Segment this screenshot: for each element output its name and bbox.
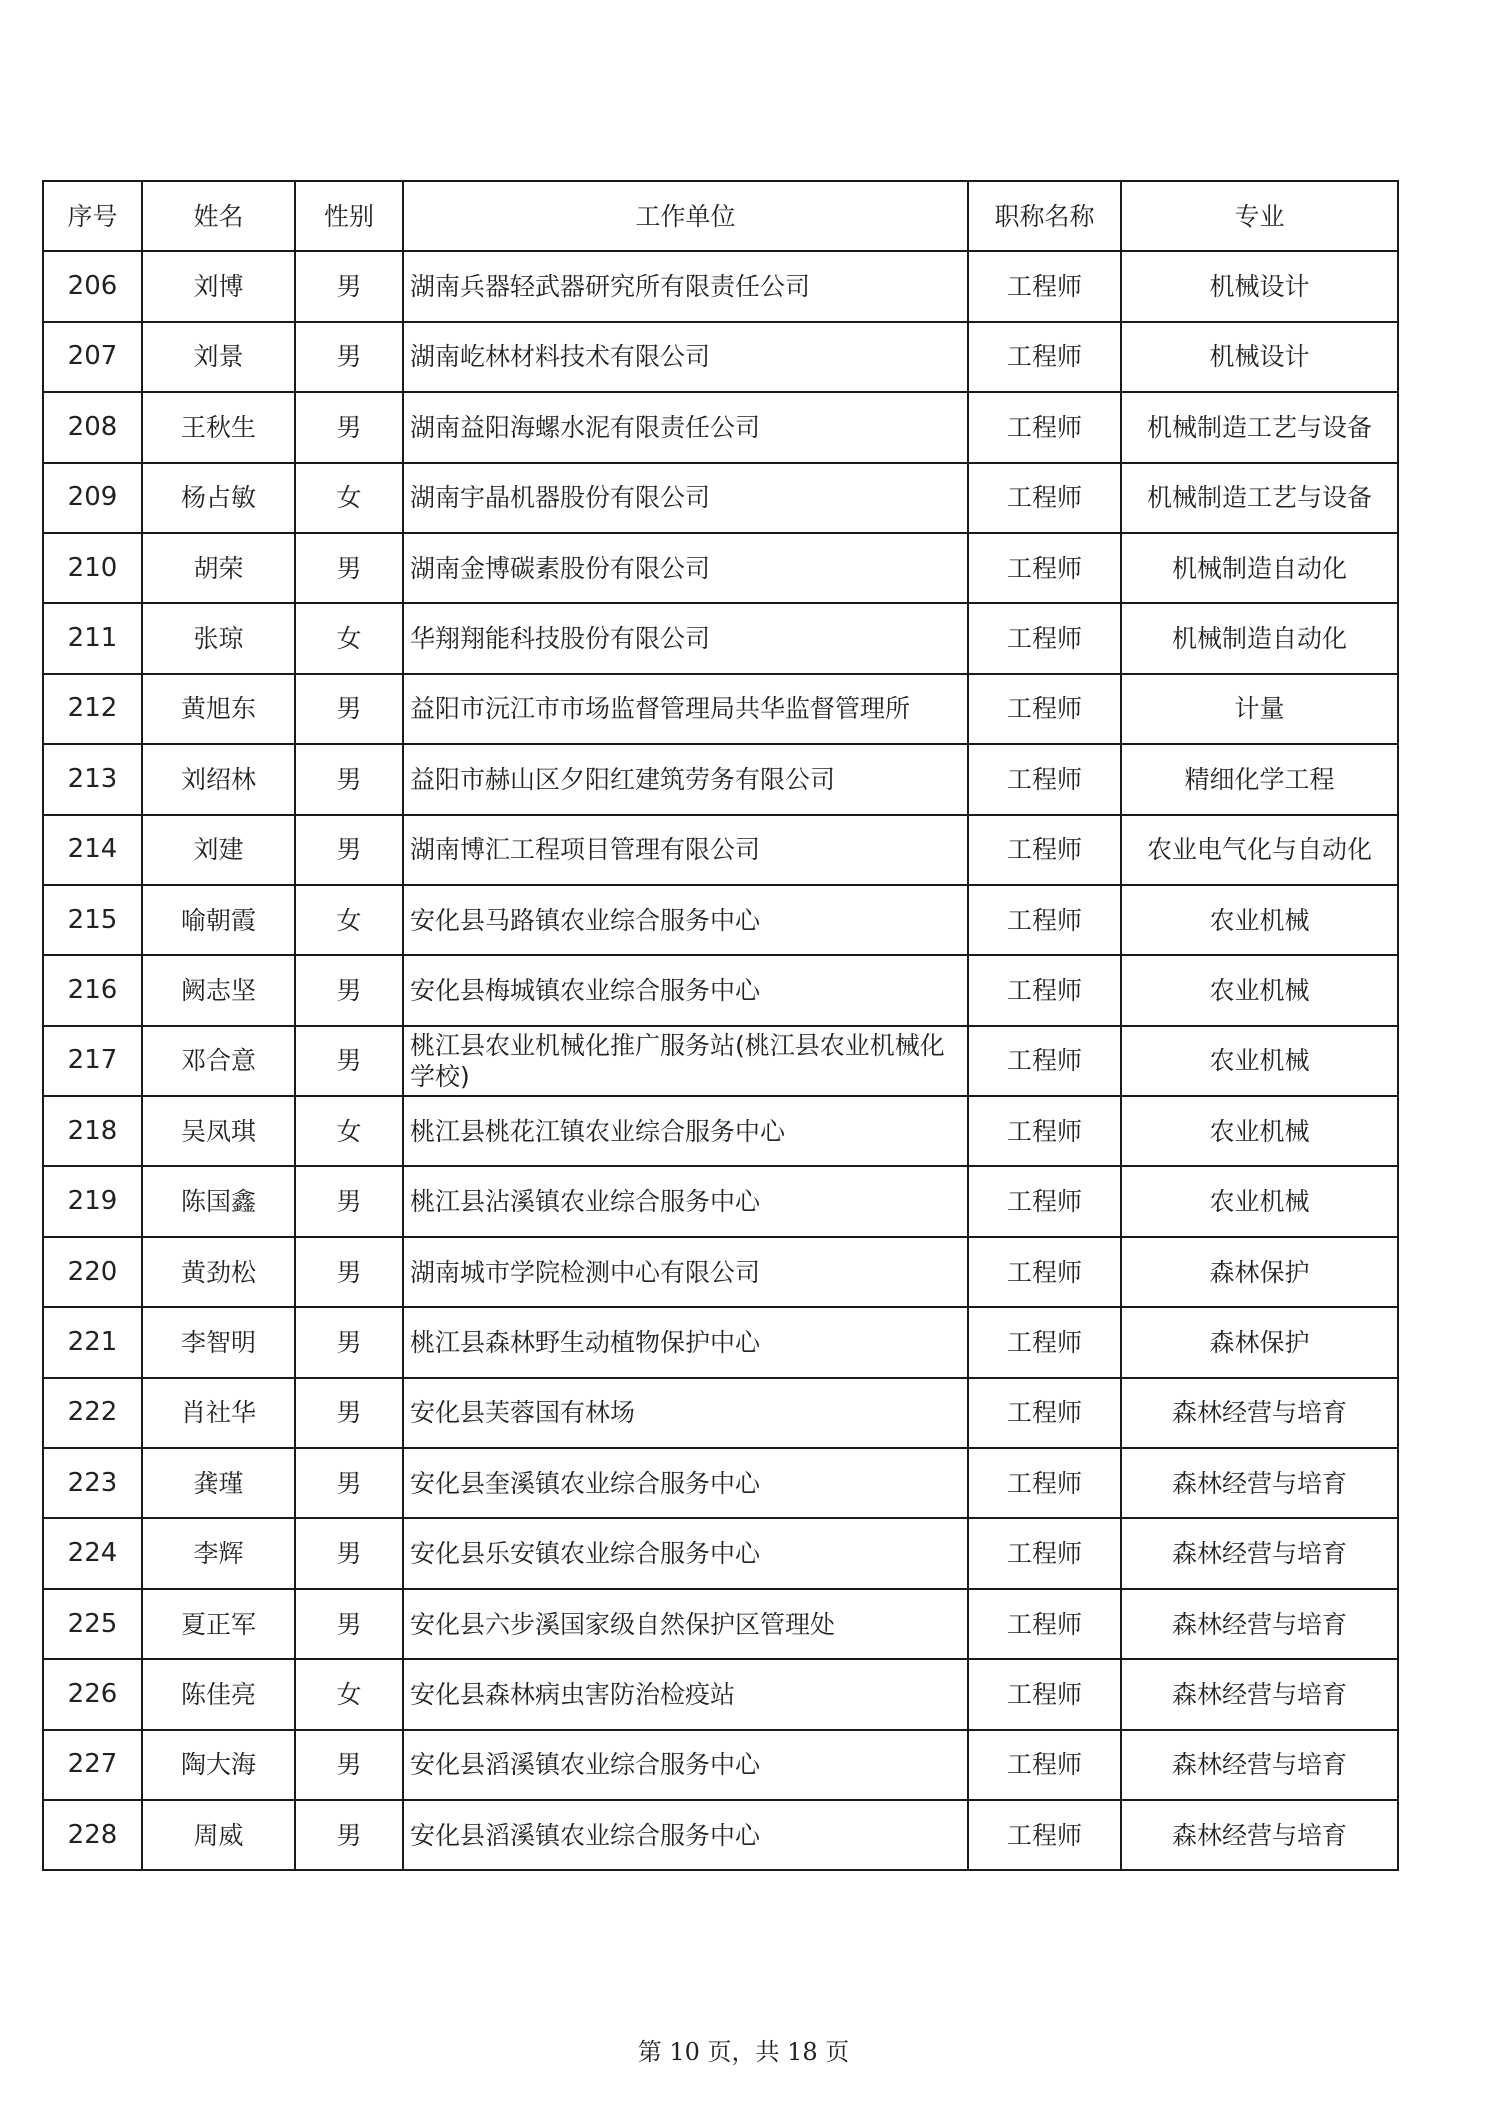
cell-work-unit: 桃江县森林野生动植物保护中心 (403, 1307, 968, 1377)
cell-work-unit: 桃江县桃花江镇农业综合服务中心 (403, 1096, 968, 1166)
table-row (43, 1237, 1398, 1307)
cell-title: 工程师 (968, 1730, 1121, 1800)
table-row (43, 1307, 1398, 1377)
table-row (43, 463, 1398, 533)
header-name: 姓名 (142, 181, 295, 251)
cell-specialty: 农业电气化与自动化 (1121, 815, 1398, 885)
cell-title: 工程师 (968, 1518, 1121, 1588)
cell-work-unit: 湖南宇晶机器股份有限公司 (403, 463, 968, 533)
cell-name: 刘博 (142, 251, 295, 321)
cell-index: 214 (43, 815, 142, 885)
cell-gender: 男 (295, 1800, 403, 1870)
cell-name: 吴凤琪 (142, 1096, 295, 1166)
cell-gender: 男 (295, 1448, 403, 1518)
cell-name: 邓合意 (142, 1026, 295, 1096)
table-row (43, 1730, 1398, 1800)
cell-gender: 男 (295, 955, 403, 1025)
table-row (43, 251, 1398, 321)
cell-index: 211 (43, 603, 142, 673)
cell-index: 217 (43, 1026, 142, 1096)
cell-index: 222 (43, 1378, 142, 1448)
roster-table (42, 180, 1399, 1871)
page-footer: 第 10 页，共 18 页 (637, 2038, 850, 2066)
cell-gender: 男 (295, 322, 403, 392)
cell-specialty: 机械制造自动化 (1121, 603, 1398, 673)
table-row (43, 1518, 1398, 1588)
cell-index: 212 (43, 674, 142, 744)
cell-specialty: 森林经营与培育 (1121, 1659, 1398, 1729)
cell-name: 刘建 (142, 815, 295, 885)
cell-specialty: 森林经营与培育 (1121, 1378, 1398, 1448)
cell-specialty: 森林经营与培育 (1121, 1589, 1398, 1659)
cell-specialty: 精细化学工程 (1121, 744, 1398, 814)
cell-name: 杨占敏 (142, 463, 295, 533)
cell-specialty: 森林保护 (1121, 1237, 1398, 1307)
cell-gender: 女 (295, 463, 403, 533)
table-row (43, 1589, 1398, 1659)
header-index: 序号 (43, 181, 142, 251)
cell-gender: 男 (295, 392, 403, 462)
cell-title: 工程师 (968, 251, 1121, 321)
cell-gender: 男 (295, 1730, 403, 1800)
cell-work-unit: 湖南益阳海螺水泥有限责任公司 (403, 392, 968, 462)
table-row (43, 815, 1398, 885)
cell-index: 216 (43, 955, 142, 1025)
cell-specialty: 机械制造自动化 (1121, 533, 1398, 603)
table-row (43, 674, 1398, 744)
cell-title: 工程师 (968, 322, 1121, 392)
cell-name: 刘绍林 (142, 744, 295, 814)
cell-title: 工程师 (968, 885, 1121, 955)
cell-specialty: 农业机械 (1121, 955, 1398, 1025)
cell-index: 213 (43, 744, 142, 814)
cell-index: 225 (43, 1589, 142, 1659)
cell-title: 工程师 (968, 744, 1121, 814)
cell-title: 工程师 (968, 1589, 1121, 1659)
cell-work-unit: 安化县芙蓉国有林场 (403, 1378, 968, 1448)
cell-gender: 男 (295, 815, 403, 885)
cell-specialty: 森林经营与培育 (1121, 1518, 1398, 1588)
cell-work-unit: 益阳市赫山区夕阳红建筑劳务有限公司 (403, 744, 968, 814)
table-row (43, 1378, 1398, 1448)
table-body (43, 251, 1398, 1870)
cell-title: 工程师 (968, 1166, 1121, 1236)
cell-name: 肖社华 (142, 1378, 295, 1448)
cell-work-unit: 安化县梅城镇农业综合服务中心 (403, 955, 968, 1025)
cell-title: 工程师 (968, 1026, 1121, 1096)
cell-index: 208 (43, 392, 142, 462)
cell-name: 胡荣 (142, 533, 295, 603)
cell-index: 228 (43, 1800, 142, 1870)
cell-work-unit: 湖南屹林材料技术有限公司 (403, 322, 968, 392)
cell-index: 218 (43, 1096, 142, 1166)
cell-name: 周威 (142, 1800, 295, 1870)
cell-specialty: 机械设计 (1121, 251, 1398, 321)
cell-name: 夏正军 (142, 1589, 295, 1659)
cell-specialty: 森林经营与培育 (1121, 1448, 1398, 1518)
cell-work-unit: 湖南城市学院检测中心有限公司 (403, 1237, 968, 1307)
cell-index: 220 (43, 1237, 142, 1307)
cell-name: 喻朝霞 (142, 885, 295, 955)
cell-name: 王秋生 (142, 392, 295, 462)
cell-title: 工程师 (968, 1237, 1121, 1307)
cell-name: 李辉 (142, 1518, 295, 1588)
cell-name: 张琼 (142, 603, 295, 673)
cell-work-unit: 益阳市沅江市市场监督管理局共华监督管理所 (403, 674, 968, 744)
cell-gender: 女 (295, 1659, 403, 1729)
cell-work-unit: 安化县乐安镇农业综合服务中心 (403, 1518, 968, 1588)
cell-index: 224 (43, 1518, 142, 1588)
header-gender: 性别 (295, 181, 403, 251)
cell-gender: 男 (295, 533, 403, 603)
cell-name: 龚瑾 (142, 1448, 295, 1518)
cell-specialty: 森林保护 (1121, 1307, 1398, 1377)
cell-index: 210 (43, 533, 142, 603)
cell-index: 215 (43, 885, 142, 955)
table-row (43, 1448, 1398, 1518)
header-work-unit: 工作单位 (403, 181, 968, 251)
cell-specialty: 森林经营与培育 (1121, 1800, 1398, 1870)
table-row (43, 603, 1398, 673)
roster-table-container (42, 180, 1397, 1871)
table-row (43, 955, 1398, 1025)
table-row (43, 1659, 1398, 1729)
cell-title: 工程师 (968, 1096, 1121, 1166)
cell-work-unit: 桃江县沾溪镇农业综合服务中心 (403, 1166, 968, 1236)
cell-gender: 男 (295, 1026, 403, 1096)
table-row (43, 392, 1398, 462)
table-row (43, 322, 1398, 392)
cell-index: 219 (43, 1166, 142, 1236)
cell-work-unit: 安化县马路镇农业综合服务中心 (403, 885, 968, 955)
cell-gender: 男 (295, 1589, 403, 1659)
table-row (43, 744, 1398, 814)
cell-work-unit: 湖南兵器轻武器研究所有限责任公司 (403, 251, 968, 321)
cell-specialty: 农业机械 (1121, 1166, 1398, 1236)
cell-index: 226 (43, 1659, 142, 1729)
table-header-row (43, 181, 1398, 251)
cell-gender: 男 (295, 1166, 403, 1236)
cell-name: 李智明 (142, 1307, 295, 1377)
cell-specialty: 机械制造工艺与设备 (1121, 392, 1398, 462)
table-row (43, 1166, 1398, 1236)
cell-name: 陶大海 (142, 1730, 295, 1800)
cell-title: 工程师 (968, 815, 1121, 885)
header-specialty: 专业 (1121, 181, 1398, 251)
table-row (43, 533, 1398, 603)
cell-gender: 男 (295, 1307, 403, 1377)
cell-index: 221 (43, 1307, 142, 1377)
cell-title: 工程师 (968, 955, 1121, 1025)
cell-name: 黄旭东 (142, 674, 295, 744)
cell-index: 207 (43, 322, 142, 392)
cell-work-unit: 桃江县农业机械化推广服务站(桃江县农业机械化学校) (403, 1026, 968, 1096)
cell-name: 陈国鑫 (142, 1166, 295, 1236)
cell-title: 工程师 (968, 463, 1121, 533)
cell-gender: 男 (295, 251, 403, 321)
cell-title: 工程师 (968, 533, 1121, 603)
cell-specialty: 机械设计 (1121, 322, 1398, 392)
cell-gender: 男 (295, 1378, 403, 1448)
cell-title: 工程师 (968, 1800, 1121, 1870)
cell-work-unit: 安化县滔溪镇农业综合服务中心 (403, 1800, 968, 1870)
cell-title: 工程师 (968, 674, 1121, 744)
cell-title: 工程师 (968, 1448, 1121, 1518)
cell-gender: 女 (295, 885, 403, 955)
cell-gender: 男 (295, 1518, 403, 1588)
cell-index: 209 (43, 463, 142, 533)
cell-specialty: 农业机械 (1121, 1096, 1398, 1166)
cell-specialty: 森林经营与培育 (1121, 1730, 1398, 1800)
cell-name: 陈佳亮 (142, 1659, 295, 1729)
header-title: 职称名称 (968, 181, 1121, 251)
cell-work-unit: 湖南金博碳素股份有限公司 (403, 533, 968, 603)
cell-title: 工程师 (968, 1659, 1121, 1729)
cell-index: 206 (43, 251, 142, 321)
cell-gender: 女 (295, 1096, 403, 1166)
cell-work-unit: 安化县森林病虫害防治检疫站 (403, 1659, 968, 1729)
cell-title: 工程师 (968, 1307, 1121, 1377)
cell-specialty: 农业机械 (1121, 1026, 1398, 1096)
cell-gender: 男 (295, 674, 403, 744)
cell-work-unit: 安化县滔溪镇农业综合服务中心 (403, 1730, 968, 1800)
cell-title: 工程师 (968, 392, 1121, 462)
cell-name: 阙志坚 (142, 955, 295, 1025)
cell-work-unit: 华翔翔能科技股份有限公司 (403, 603, 968, 673)
cell-gender: 男 (295, 744, 403, 814)
cell-name: 刘景 (142, 322, 295, 392)
cell-specialty: 农业机械 (1121, 885, 1398, 955)
cell-gender: 女 (295, 603, 403, 673)
cell-gender: 男 (295, 1237, 403, 1307)
cell-name: 黄劲松 (142, 1237, 295, 1307)
cell-index: 223 (43, 1448, 142, 1518)
cell-specialty: 计量 (1121, 674, 1398, 744)
cell-work-unit: 湖南博汇工程项目管理有限公司 (403, 815, 968, 885)
table-row (43, 1096, 1398, 1166)
cell-work-unit: 安化县六步溪国家级自然保护区管理处 (403, 1589, 968, 1659)
cell-work-unit: 安化县奎溪镇农业综合服务中心 (403, 1448, 968, 1518)
cell-title: 工程师 (968, 603, 1121, 673)
cell-title: 工程师 (968, 1378, 1121, 1448)
table-row (43, 1026, 1398, 1096)
table-row (43, 1800, 1398, 1870)
table-row (43, 885, 1398, 955)
cell-specialty: 机械制造工艺与设备 (1121, 463, 1398, 533)
cell-index: 227 (43, 1730, 142, 1800)
